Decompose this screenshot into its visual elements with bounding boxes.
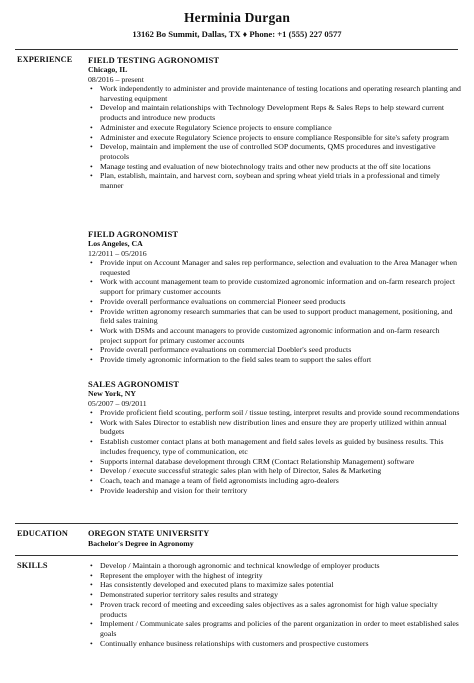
bullet-item: • Develop / execute successful strategic sales plan with help of Director, Sales & Marketing <box>88 466 463 476</box>
bullet-item: • Work with DSMs and account managers to provide customized agronomic information and on-farm research project support for primary customer accounts <box>88 326 463 345</box>
bullet-item: • Administer and execute Regulatory Science projects to ensure compliance Responsible for site's safety program <box>88 133 463 143</box>
skill-item: • Implement / Communicate sales programs and policies of the parent organization in order to meet established sales goals <box>88 619 463 638</box>
job-title: FIELD AGRONOMIST <box>88 229 179 239</box>
bullet-item: • Provide written agronomy research summaries that can be used to support product management, positioning, and field sales training <box>88 307 463 326</box>
bullet-item: • Provide timely agronomic information to the field sales team to support the sales effort <box>88 355 463 365</box>
job-title: FIELD TESTING AGRONOMIST <box>88 55 220 65</box>
skills-bullets <box>88 561 463 648</box>
bullet-item: • Supports internal database development through CRM (Contact Relationship Management) software <box>88 457 463 467</box>
section-label-education: EDUCATION <box>17 529 68 538</box>
skill-item: • Has consistently developed and executed plans to maximize sales potential <box>88 580 463 590</box>
job-dates: 05/2007 – 09/2011 <box>88 398 147 408</box>
bullet-item: • Work independently to administer and provide maintenance of testing locations and operating research planting and harvesting equipment <box>88 84 463 103</box>
section-label-experience: EXPERIENCE <box>17 55 73 64</box>
job-location: New York, NY <box>88 389 137 398</box>
job-bullets <box>88 84 463 191</box>
job-title: SALES AGRONOMIST <box>88 379 180 389</box>
skill-item: • Proven track record of meeting and exceeding sales objectives as a sales agronomist for high value specialty products <box>88 600 463 619</box>
section-divider <box>15 523 458 524</box>
section-label-skills: SKILLS <box>17 561 48 570</box>
bullet-item: • Provide overall performance evaluations on commercial Pioneer seed products <box>88 297 463 307</box>
bullet-item: • Establish customer contact plans at both management and field sales levels as guided by business results. This includes frequency, type of communication, etc <box>88 437 463 456</box>
bullet-item: • Administer and execute Regulatory Science projects to ensure compliance <box>88 123 463 133</box>
skill-item: • Demonstrated superior territory sales results and strategy <box>88 590 463 600</box>
job-entry <box>88 379 463 495</box>
bullet-item: • Provide leadership and vision for their territory <box>88 486 463 496</box>
school-name: OREGON STATE UNIVERSITY <box>88 529 210 538</box>
contact-line: 13162 Bo Summit, Dallas, TX ♦ Phone: +1 (555) 227 0577 <box>132 29 342 39</box>
bullet-item: • Work with Sales Director to establish new distribution lines and ensure they are properly utilized within annual budgets <box>88 418 463 437</box>
skill-item: • Continually enhance business relationships with customers and prospective customers <box>88 639 463 649</box>
bullet-item: • Coach, teach and manage a team of field agronomists including agro-dealers <box>88 476 463 486</box>
job-entry <box>88 55 463 191</box>
candidate-name: Herminia Durgan <box>183 10 291 25</box>
bullet-item: • Develop, maintain and implement the use of controlled SOP documents, QMS procedures and investigative protocols <box>88 142 463 161</box>
bullet-item: • Develop and maintain relationships with Technology Development Reps & Sales Reps to help steward current products and introduce new products <box>88 103 463 122</box>
degree-name: Bachelor's Degree in Agronomy <box>88 539 194 548</box>
skill-item: • Represent the employer with the highest of integrity <box>88 571 463 581</box>
job-dates: 08/2016 – present <box>88 74 144 84</box>
job-location: Chicago, IL <box>88 65 128 74</box>
header-divider <box>15 49 458 50</box>
job-dates: 12/2011 – 05/2016 <box>88 248 147 258</box>
bullet-item: • Manage testing and evaluation of new biotechnology traits and other new products at the off site locations <box>88 162 463 172</box>
section-divider <box>15 555 458 556</box>
job-bullets <box>88 408 463 495</box>
job-entry <box>88 229 463 365</box>
job-bullets <box>88 258 463 365</box>
bullet-item: • Provide overall performance evaluations on commercial Doebler's seed products <box>88 345 463 355</box>
bullet-item: • Provide proficient field scouting, perform soil / tissue testing, interpret results and provide sound recommendations <box>88 408 463 418</box>
bullet-item: • Work with account management team to provide customized agronomic information and on-farm research project support for primary customer accounts <box>88 277 463 296</box>
skills-list <box>88 561 463 648</box>
skill-item: • Develop / Maintain a thorough agronomic and technical knowledge of employer products <box>88 561 463 571</box>
bullet-item: • Provide input on Account Manager and sales rep performance, selection and evaluation to the Area Manager when requested <box>88 258 463 277</box>
job-location: Los Angeles, CA <box>88 239 143 248</box>
education-entry <box>88 529 463 549</box>
bullet-item: • Plan, establish, maintain, and harvest corn, soybean and spring wheat yield trials in a professional and timely manner <box>88 171 463 190</box>
